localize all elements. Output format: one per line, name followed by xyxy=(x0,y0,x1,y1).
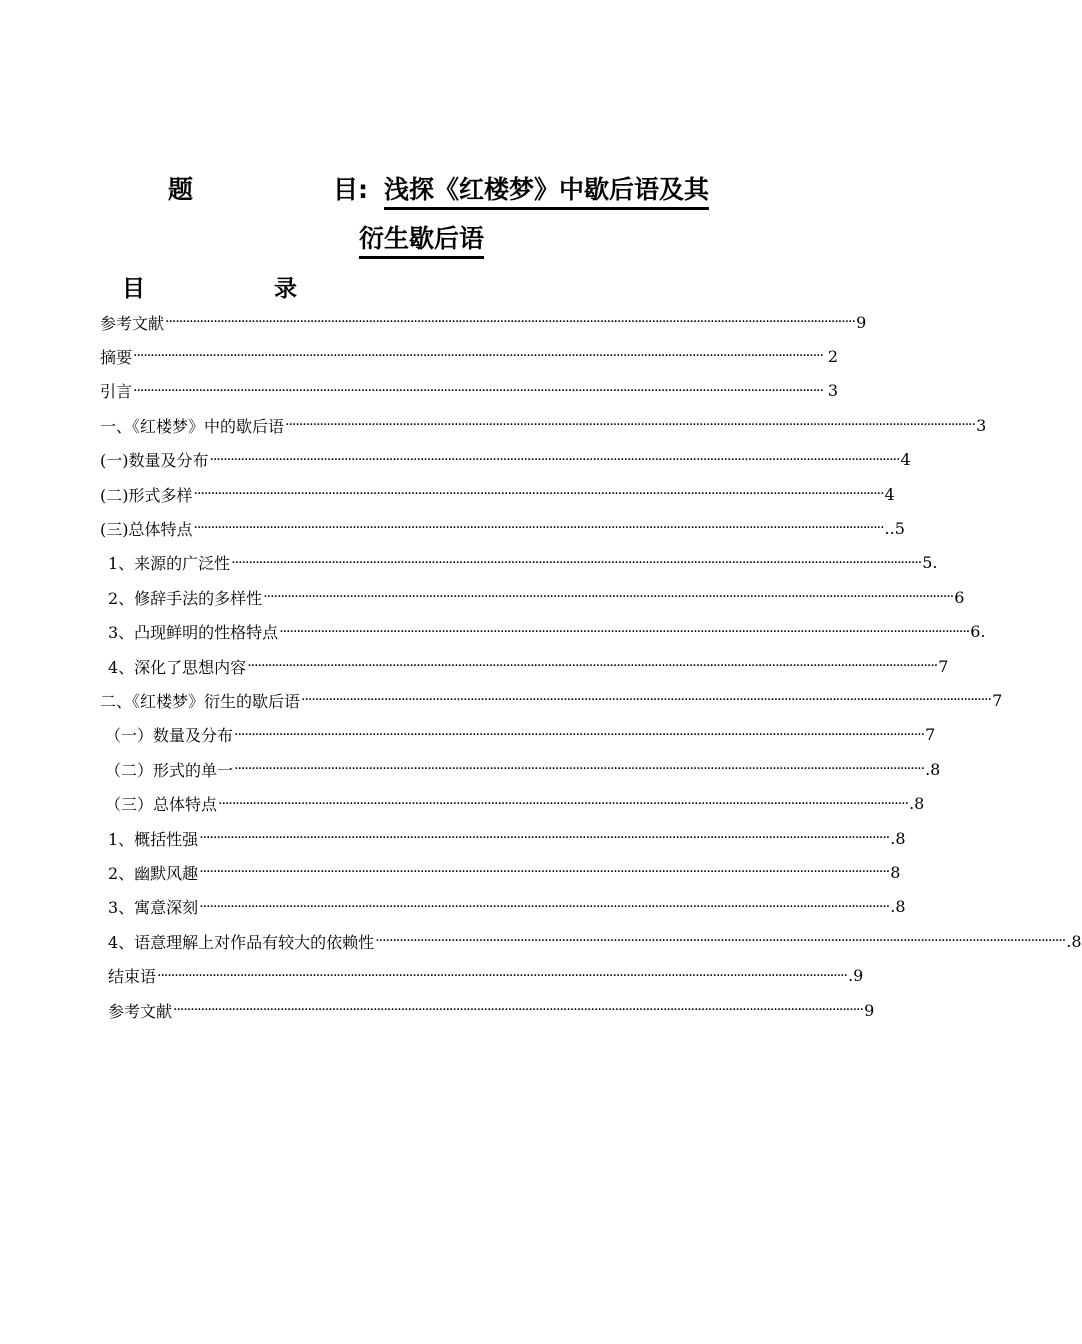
toc-dot-leader: ········································································································································································································ xyxy=(157,967,848,984)
toc-entry-label: 1、来源的广泛性 xyxy=(108,554,231,574)
toc-entry xyxy=(108,649,949,683)
toc-entry-page: 5. xyxy=(922,553,938,573)
toc-entry-page: .8 xyxy=(890,828,906,848)
toc-entry xyxy=(100,477,895,511)
toc-entry xyxy=(100,408,987,442)
toc-heading-char-1: 目 xyxy=(122,276,145,302)
title-text-line-2: 衍生歇后语 xyxy=(359,224,484,259)
toc-entry xyxy=(105,787,925,821)
toc-entry xyxy=(108,615,986,649)
toc-entry xyxy=(108,890,906,924)
toc-entry-label: (二)形式多样 xyxy=(100,485,193,505)
toc-entry-label: 4、语意理解上对作品有较大的依赖性 xyxy=(108,932,375,952)
toc-heading xyxy=(0,270,950,304)
toc-entry xyxy=(100,511,905,545)
toc-dot-leader: ········································································································································································································ xyxy=(133,382,824,399)
toc-entry xyxy=(108,821,906,855)
toc-entry xyxy=(105,752,941,786)
toc-entry xyxy=(108,959,864,993)
toc-entry-page: 9 xyxy=(864,1000,875,1020)
toc-heading-char-2: 录 xyxy=(274,276,297,302)
toc-dot-leader: ········································································································································································································ xyxy=(247,658,938,674)
toc-entry-page: 6. xyxy=(970,622,986,642)
toc-dot-leader: ········································································································································································································ xyxy=(263,589,954,606)
toc-entry xyxy=(108,993,875,1027)
toc-dot-leader: ········································································································································································································ xyxy=(199,830,890,846)
toc-entry-label: 结束语 xyxy=(108,967,157,987)
toc-entry-page: 3 xyxy=(976,415,987,435)
toc-entry xyxy=(100,339,838,373)
toc-entry xyxy=(100,374,838,408)
toc-dot-leader: ········································································································································································································ xyxy=(209,451,900,468)
toc-dot-leader: ········································································································································································································ xyxy=(173,1002,864,1018)
toc-entry-page: .9 xyxy=(848,966,864,986)
toc-entry-page: 8 xyxy=(890,862,901,882)
toc-entry-label: 一、《红楼梦》中的歇后语 xyxy=(100,416,285,436)
toc-entry-page: 9 xyxy=(856,312,867,332)
toc-entry-page: 7 xyxy=(925,725,936,745)
toc-dot-leader: ········································································································································································································ xyxy=(285,417,976,434)
toc-entry-page: 2 xyxy=(827,346,838,366)
toc-entry-label: （二）形式的单一 xyxy=(105,760,234,780)
toc-dot-leader: ········································································································································································································ xyxy=(193,520,884,537)
toc-entry-label: 摘要 xyxy=(100,347,133,367)
toc-entry-page: 4 xyxy=(884,484,895,504)
toc-dot-leader: ········································································································································································································ xyxy=(193,486,884,502)
toc-entry-label: (一)数量及分布 xyxy=(100,451,209,471)
title-text-line-1: 浅探《红楼梦》中歇后语及其 xyxy=(384,175,709,210)
toc-entry xyxy=(108,580,965,614)
toc-entry xyxy=(108,546,938,580)
toc-entry-label: （一）数量及分布 xyxy=(105,726,234,746)
toc-entry-page: ..5 xyxy=(884,518,905,538)
toc-entry-page: .8 xyxy=(909,794,925,814)
toc-entry xyxy=(100,305,867,339)
toc-entry xyxy=(108,924,1082,958)
toc-entry-label: 1、概括性强 xyxy=(108,829,199,849)
toc-entry xyxy=(100,443,911,477)
toc-entry-label: （三）总体特点 xyxy=(105,795,218,815)
toc-entry xyxy=(105,718,936,752)
toc-dot-leader: ········································································································································································································ xyxy=(231,554,922,571)
toc-dot-leader: ········································································································································································································ xyxy=(234,726,925,743)
toc-dot-leader: ········································································································································································································ xyxy=(279,623,970,640)
toc-entry-label: 引言 xyxy=(100,382,133,402)
toc-entry-page: .8 xyxy=(890,897,906,917)
toc-entry-page: .8 xyxy=(1066,931,1082,951)
toc-entry-label: 参考文献 xyxy=(108,1001,173,1021)
toc-dot-leader: ········································································································································································································ xyxy=(234,761,925,778)
toc-entry xyxy=(100,683,1003,717)
toc-entry-label: 参考文献 xyxy=(100,313,165,333)
toc-entry-page: 3 xyxy=(827,381,838,401)
toc-entry-page: 7 xyxy=(992,690,1003,710)
toc-dot-leader: ········································································································································································································ xyxy=(218,795,909,812)
toc-dot-leader: ········································································································································································································ xyxy=(165,314,856,330)
toc-entry-label: 3、凸现鲜明的性格特点 xyxy=(108,623,279,643)
toc-entry-label: (三)总体特点 xyxy=(100,519,193,539)
toc-entry-page: .8 xyxy=(925,759,941,779)
document-title xyxy=(0,0,950,270)
toc-entry-page: 6 xyxy=(954,587,965,607)
title-label-char-2: 目: xyxy=(333,175,368,204)
title-label-char-1: 题 xyxy=(168,175,194,204)
toc-entry-label: 3、寓意深刻 xyxy=(108,898,199,918)
toc-dot-leader: ········································································································································································································ xyxy=(301,692,992,709)
toc-dot-leader: ········································································································································································································ xyxy=(133,348,824,365)
toc-entry-label: 4、深化了思想内容 xyxy=(108,657,247,677)
toc-entry-label: 2、修辞手法的多样性 xyxy=(108,588,263,608)
toc-entry-label: 2、幽默风趣 xyxy=(108,863,199,883)
toc-entry-label: 二、《红楼梦》衍生的歇后语 xyxy=(100,691,301,711)
toc-dot-leader: ········································································································································································································ xyxy=(199,898,890,915)
toc-entry-page: 7 xyxy=(938,656,949,676)
toc-dot-leader: ········································································································································································································ xyxy=(375,933,1066,950)
toc-entry xyxy=(108,855,901,889)
toc-dot-leader: ········································································································································································································ xyxy=(199,864,890,881)
toc-entry-page: 4 xyxy=(900,450,911,470)
